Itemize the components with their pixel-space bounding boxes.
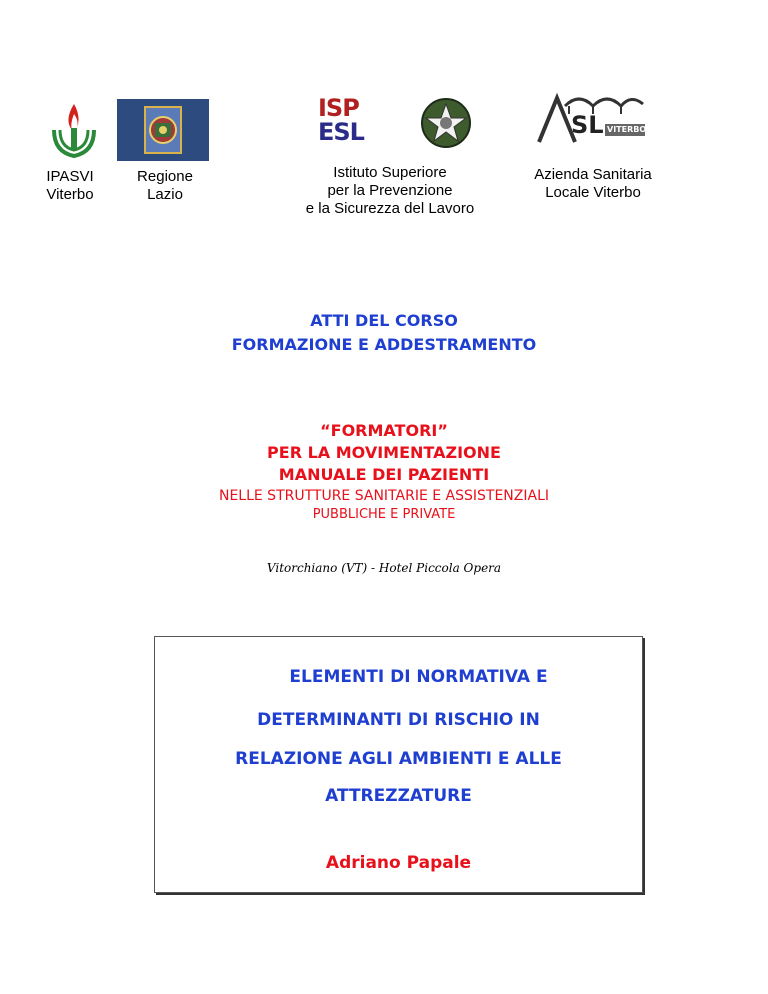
program-heading-line: PER LA MOVIMENTAZIONE: [267, 443, 501, 462]
program-heading-line: “FORMATORI”: [320, 421, 448, 440]
course-heading: [0, 309, 768, 357]
ipasvi-label-line: Viterbo: [46, 186, 94, 203]
topic-title-line: RELAZIONE AGLI AMBIENTI E ALLE: [235, 749, 562, 769]
asl-mark-small: VITERBO: [607, 125, 647, 134]
regione-label-line: Regione: [137, 168, 193, 185]
ispesl-mark-line1: ISP: [318, 94, 359, 122]
regione-label-line: Lazio: [147, 186, 183, 203]
regione-lazio-emblem-icon: [117, 99, 209, 161]
asl-label-line: Azienda Sanitaria: [534, 166, 652, 183]
asl-arches-icon: [535, 92, 647, 144]
ipasvi-label-line: IPASVI: [46, 168, 94, 185]
italian-republic-emblem-icon: [418, 94, 474, 152]
topic-title-line: DETERMINANTI DI RISCHIO IN: [257, 710, 540, 730]
program-subheading-line: PUBBLICHE E PRIVATE: [312, 507, 456, 522]
author-name: Adriano Papale: [325, 853, 472, 873]
ispesl-label-line: e la Sicurezza del Lavoro: [305, 200, 475, 217]
ispesl-label: [290, 164, 490, 218]
program-heading-line: MANUALE DEI PAZIENTI: [278, 465, 490, 484]
course-heading-line: ATTI DEL CORSO: [310, 311, 458, 330]
ispesl-label-line: Istituto Superiore: [333, 164, 447, 181]
asl-label-line: Locale Viterbo: [545, 184, 641, 201]
topic-title-line: ELEMENTI DI NORMATIVA E: [289, 667, 548, 687]
ispesl-mark-line2: ESL: [318, 118, 364, 146]
ipasvi-flame-icon: [48, 100, 100, 160]
course-heading-line: FORMAZIONE E ADDESTRAMENTO: [231, 335, 537, 354]
regione-label: [120, 168, 210, 204]
venue-text: Vitorchiano (VT) - Hotel Piccola Opera: [266, 561, 502, 575]
ipasvi-label: [30, 168, 110, 204]
topic-title-line: ATTREZZATURE: [325, 786, 472, 806]
asl-mark: SL: [571, 111, 604, 139]
ispesl-logo-mark: [318, 96, 388, 148]
ispesl-label-line: per la Prevenzione: [327, 182, 453, 199]
asl-label: [528, 166, 658, 202]
program-heading: [0, 420, 768, 524]
topic-box: [154, 636, 643, 893]
program-subheading-line: NELLE STRUTTURE SANITARIE E ASSISTENZIALI: [218, 488, 550, 504]
